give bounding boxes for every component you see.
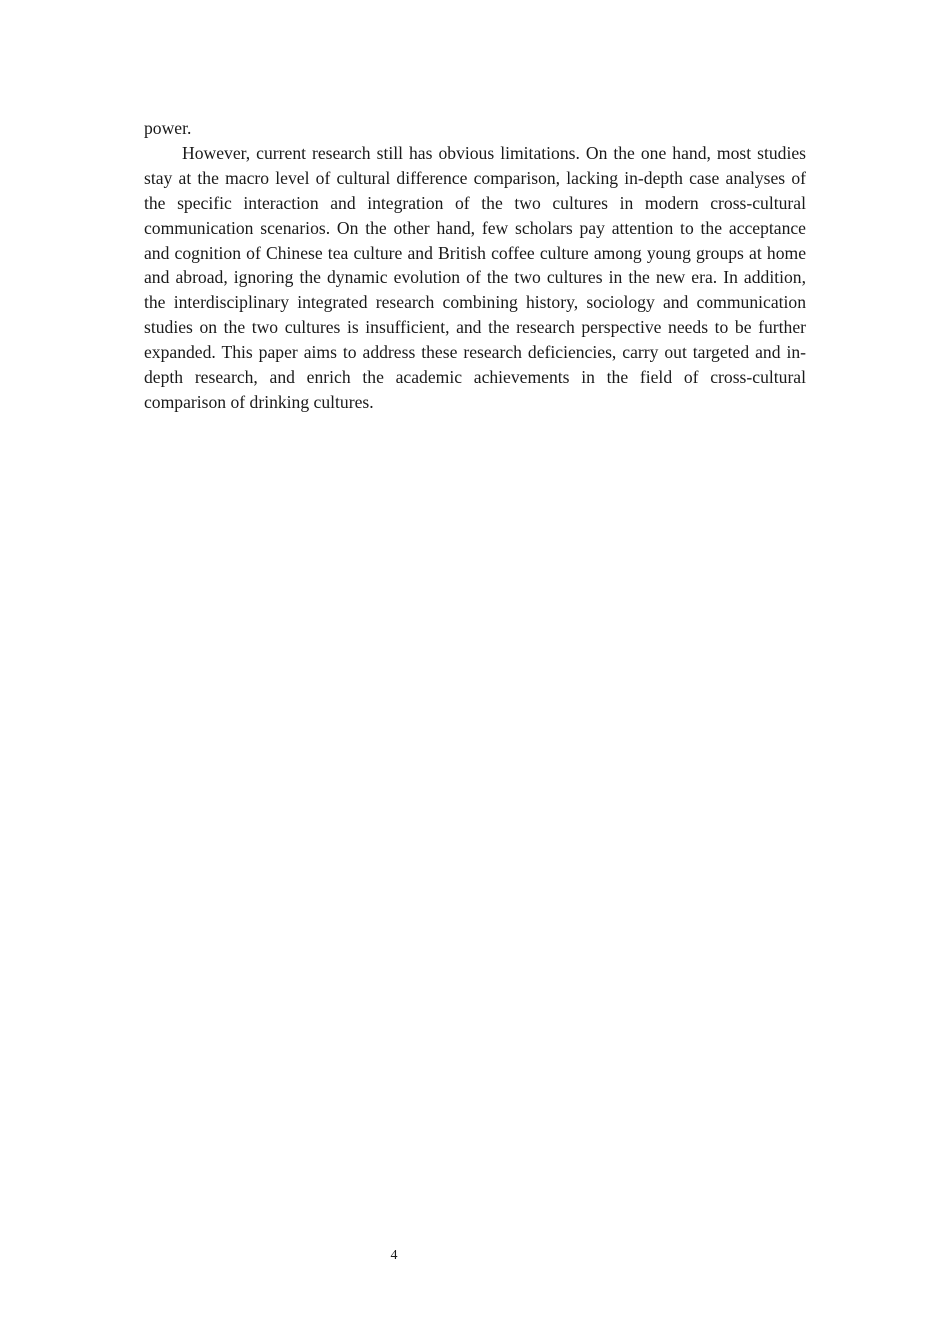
paragraph-limitations: However, current research still has obvious limitations. On the one hand, most studies stay at the macro level of cultural difference comparison, lacking in-depth case analyses of the specific interaction and integration of the two cultures in modern cross-cultural communication scenarios. On the other hand, few scholars pay attention to the acceptance and cognition of Chinese tea culture and British coffee culture among young groups at home and abroad, ignoring the dynamic evolution of the two cultures in the new era. In addition, the interdisciplinary integrated research combining history, sociology and communication studies on the two cultures is insufficient, and the research perspective needs to be further expanded. This paper aims to address these research deficiencies, carry out targeted and in-depth research, and enrich the academic achievements in the field of cross-cultural comparison of drinking cultures.	[144, 142, 806, 412]
page-number: 4	[390, 1248, 398, 1263]
paragraph-continuation: power.	[144, 118, 192, 138]
body-text	[144, 116, 806, 415]
